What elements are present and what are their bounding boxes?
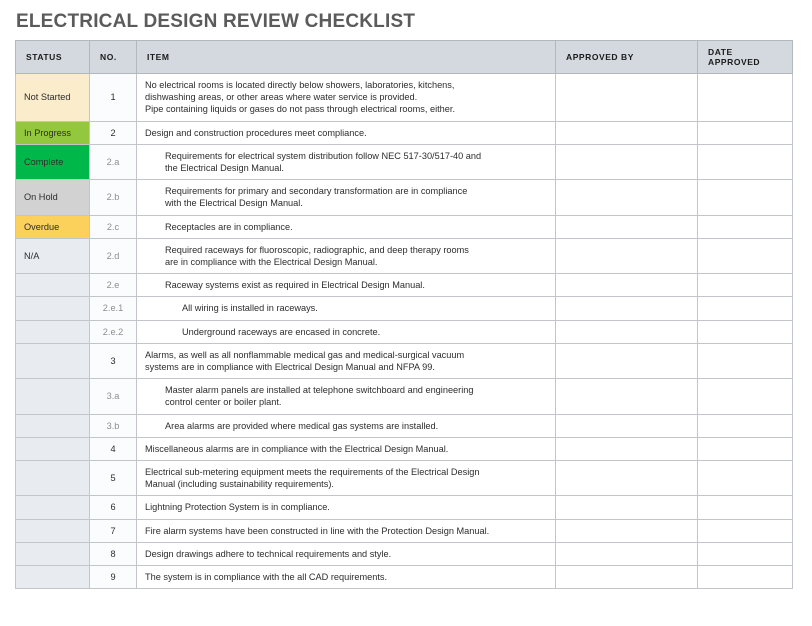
column-header-date-approved[interactable]: DATE APPROVED [698, 41, 793, 74]
item-line: the Electrical Design Manual. [165, 163, 284, 174]
row-number: 2 [90, 121, 137, 144]
table-row [16, 144, 793, 179]
status-badge[interactable] [16, 461, 90, 496]
status-badge[interactable]: Overdue [16, 215, 90, 238]
item-text [137, 144, 556, 179]
item-line: Master alarm panels are installed at telephone switchboard and engineering [165, 385, 474, 396]
item-line: dishwashing areas, or other areas where water service is provided. [145, 92, 418, 103]
row-number: 2.e.1 [90, 297, 137, 320]
header-row [16, 41, 793, 74]
item-line: Design drawings adhere to technical requirements and style. [145, 548, 392, 559]
date-approved-field[interactable] [698, 566, 793, 589]
status-badge[interactable]: N/A [16, 238, 90, 273]
approved-by-field[interactable] [556, 496, 698, 519]
status-badge[interactable] [16, 274, 90, 297]
item-line: Area alarms are provided where medical gas systems are installed. [165, 420, 439, 431]
row-number: 8 [90, 542, 137, 565]
status-badge[interactable] [16, 414, 90, 437]
table-row [16, 379, 793, 414]
item-text [137, 343, 556, 378]
item-line: Design and construction procedures meet compliance. [145, 127, 367, 138]
date-approved-field[interactable] [698, 379, 793, 414]
table-row [16, 274, 793, 297]
column-header-no[interactable]: NO. [90, 41, 137, 74]
item-line: Underground raceways are encased in concrete. [182, 326, 381, 337]
table-row [16, 343, 793, 378]
status-badge[interactable] [16, 343, 90, 378]
item-text [137, 320, 556, 343]
page-title: ELECTRICAL DESIGN REVIEW CHECKLIST [16, 11, 416, 32]
item-text [137, 566, 556, 589]
table-body [16, 74, 793, 589]
item-line: Manual (including sustainability requirements). [145, 479, 334, 490]
table-row [16, 238, 793, 273]
row-number: 2.c [90, 215, 137, 238]
date-approved-field[interactable] [698, 238, 793, 273]
item-text [137, 121, 556, 144]
approved-by-field[interactable] [556, 461, 698, 496]
item-line: Pipe containing liquids or gases do not pass through electrical rooms, either. [145, 104, 456, 115]
approved-by-field[interactable] [556, 437, 698, 460]
item-line: Alarms, as well as all nonflammable medical gas and medical-surgical vacuum [145, 349, 465, 360]
item-line: systems are in compliance with Electrical Design Manual and NFPA 99. [145, 362, 435, 373]
table-row [16, 542, 793, 565]
item-line: Raceway systems exist as required in Electrical Design Manual. [165, 280, 425, 291]
row-number: 2.b [90, 180, 137, 215]
row-number: 3.b [90, 414, 137, 437]
date-approved-field[interactable] [698, 274, 793, 297]
date-approved-field[interactable] [698, 519, 793, 542]
row-number: 2.a [90, 144, 137, 179]
item-text [137, 238, 556, 273]
table-row [16, 180, 793, 215]
item-text [137, 215, 556, 238]
table-row [16, 121, 793, 144]
approved-by-field[interactable] [556, 414, 698, 437]
item-line: No electrical rooms is located directly below showers, laboratories, kitchens, [145, 80, 455, 90]
item-line: The system is in compliance with the all CAD requirements. [145, 572, 388, 583]
item-line: control center or boiler plant. [165, 397, 282, 408]
approved-by-field[interactable] [556, 566, 698, 589]
date-approved-field[interactable] [698, 343, 793, 378]
table-row [16, 297, 793, 320]
checklist-table-container [0, 34, 812, 589]
date-approved-field[interactable] [698, 461, 793, 496]
status-badge[interactable]: In Progress [16, 121, 90, 144]
status-badge[interactable] [16, 297, 90, 320]
item-line: Miscellaneous alarms are in compliance with the Electrical Design Manual. [145, 443, 449, 454]
table-row [16, 414, 793, 437]
item-line: Receptacles are in compliance. [165, 221, 293, 232]
status-badge[interactable]: Not Started [16, 74, 90, 122]
date-approved-field[interactable] [698, 437, 793, 460]
item-text [137, 519, 556, 542]
column-header-approved-by[interactable]: APPROVED BY [556, 41, 698, 74]
table-row [16, 74, 793, 122]
item-line: with the Electrical Design Manual. [165, 198, 303, 209]
date-approved-field[interactable] [698, 215, 793, 238]
item-line: Requirements for electrical system distribution follow NEC 517-30/517-40 and [165, 150, 482, 161]
approved-by-field[interactable] [556, 379, 698, 414]
item-text [137, 180, 556, 215]
date-approved-field[interactable] [698, 297, 793, 320]
item-text [137, 274, 556, 297]
date-approved-field[interactable] [698, 496, 793, 519]
status-badge[interactable] [16, 566, 90, 589]
date-approved-field[interactable] [698, 74, 793, 122]
item-text [137, 437, 556, 460]
date-approved-field[interactable] [698, 121, 793, 144]
approved-by-field[interactable] [556, 297, 698, 320]
item-line: are in compliance with the Electrical Design Manual. [165, 257, 378, 268]
status-badge[interactable]: On Hold [16, 180, 90, 215]
row-number: 6 [90, 496, 137, 519]
approved-by-field[interactable] [556, 74, 698, 122]
table-row [16, 215, 793, 238]
table-row [16, 437, 793, 460]
table-row [16, 519, 793, 542]
approved-by-field[interactable] [556, 121, 698, 144]
date-approved-field[interactable] [698, 144, 793, 179]
date-approved-field[interactable] [698, 414, 793, 437]
date-approved-field[interactable] [698, 180, 793, 215]
approved-by-field[interactable] [556, 238, 698, 273]
item-line: Electrical sub-metering equipment meets the requirements of the Electrical Design [145, 467, 480, 478]
item-line: Fire alarm systems have been constructed in line with the Protection Design Manual. [145, 525, 490, 536]
status-badge[interactable] [16, 542, 90, 565]
item-text [137, 74, 556, 122]
row-number: 2.e.2 [90, 320, 137, 343]
approved-by-field[interactable] [556, 274, 698, 297]
approved-by-field[interactable] [556, 320, 698, 343]
item-text [137, 496, 556, 519]
approved-by-field[interactable] [556, 343, 698, 378]
item-text [137, 542, 556, 565]
approved-by-field[interactable] [556, 215, 698, 238]
row-number: 3.a [90, 379, 137, 414]
item-line: Required raceways for fluoroscopic, radiographic, and deep therapy rooms [165, 244, 469, 255]
row-number: 9 [90, 566, 137, 589]
checklist-table [15, 40, 793, 589]
approved-by-field[interactable] [556, 519, 698, 542]
row-number: 5 [90, 461, 137, 496]
date-approved-field[interactable] [698, 320, 793, 343]
item-text [137, 414, 556, 437]
row-number: 4 [90, 437, 137, 460]
table-row [16, 566, 793, 589]
row-number: 2.e [90, 274, 137, 297]
date-approved-field[interactable] [698, 542, 793, 565]
status-badge[interactable] [16, 437, 90, 460]
status-badge[interactable] [16, 379, 90, 414]
item-line: Requirements for primary and secondary transformation are in compliance [165, 186, 468, 197]
status-badge[interactable] [16, 320, 90, 343]
table-row [16, 496, 793, 519]
approved-by-field[interactable] [556, 180, 698, 215]
row-number: 1 [90, 74, 137, 122]
status-badge[interactable]: Complete [16, 144, 90, 179]
column-header-item[interactable]: ITEM [137, 41, 556, 74]
approved-by-field[interactable] [556, 542, 698, 565]
column-header-status[interactable]: STATUS [16, 41, 90, 74]
approved-by-field[interactable] [556, 144, 698, 179]
table-header [16, 41, 793, 74]
status-badge[interactable] [16, 496, 90, 519]
row-number: 3 [90, 343, 137, 378]
item-line: Lightning Protection System is in compliance. [145, 502, 330, 513]
item-text [137, 461, 556, 496]
table-row [16, 461, 793, 496]
item-text [137, 379, 556, 414]
row-number: 7 [90, 519, 137, 542]
item-line: All wiring is installed in raceways. [182, 303, 318, 314]
table-row [16, 320, 793, 343]
row-number: 2.d [90, 238, 137, 273]
status-badge[interactable] [16, 519, 90, 542]
item-text [137, 297, 556, 320]
